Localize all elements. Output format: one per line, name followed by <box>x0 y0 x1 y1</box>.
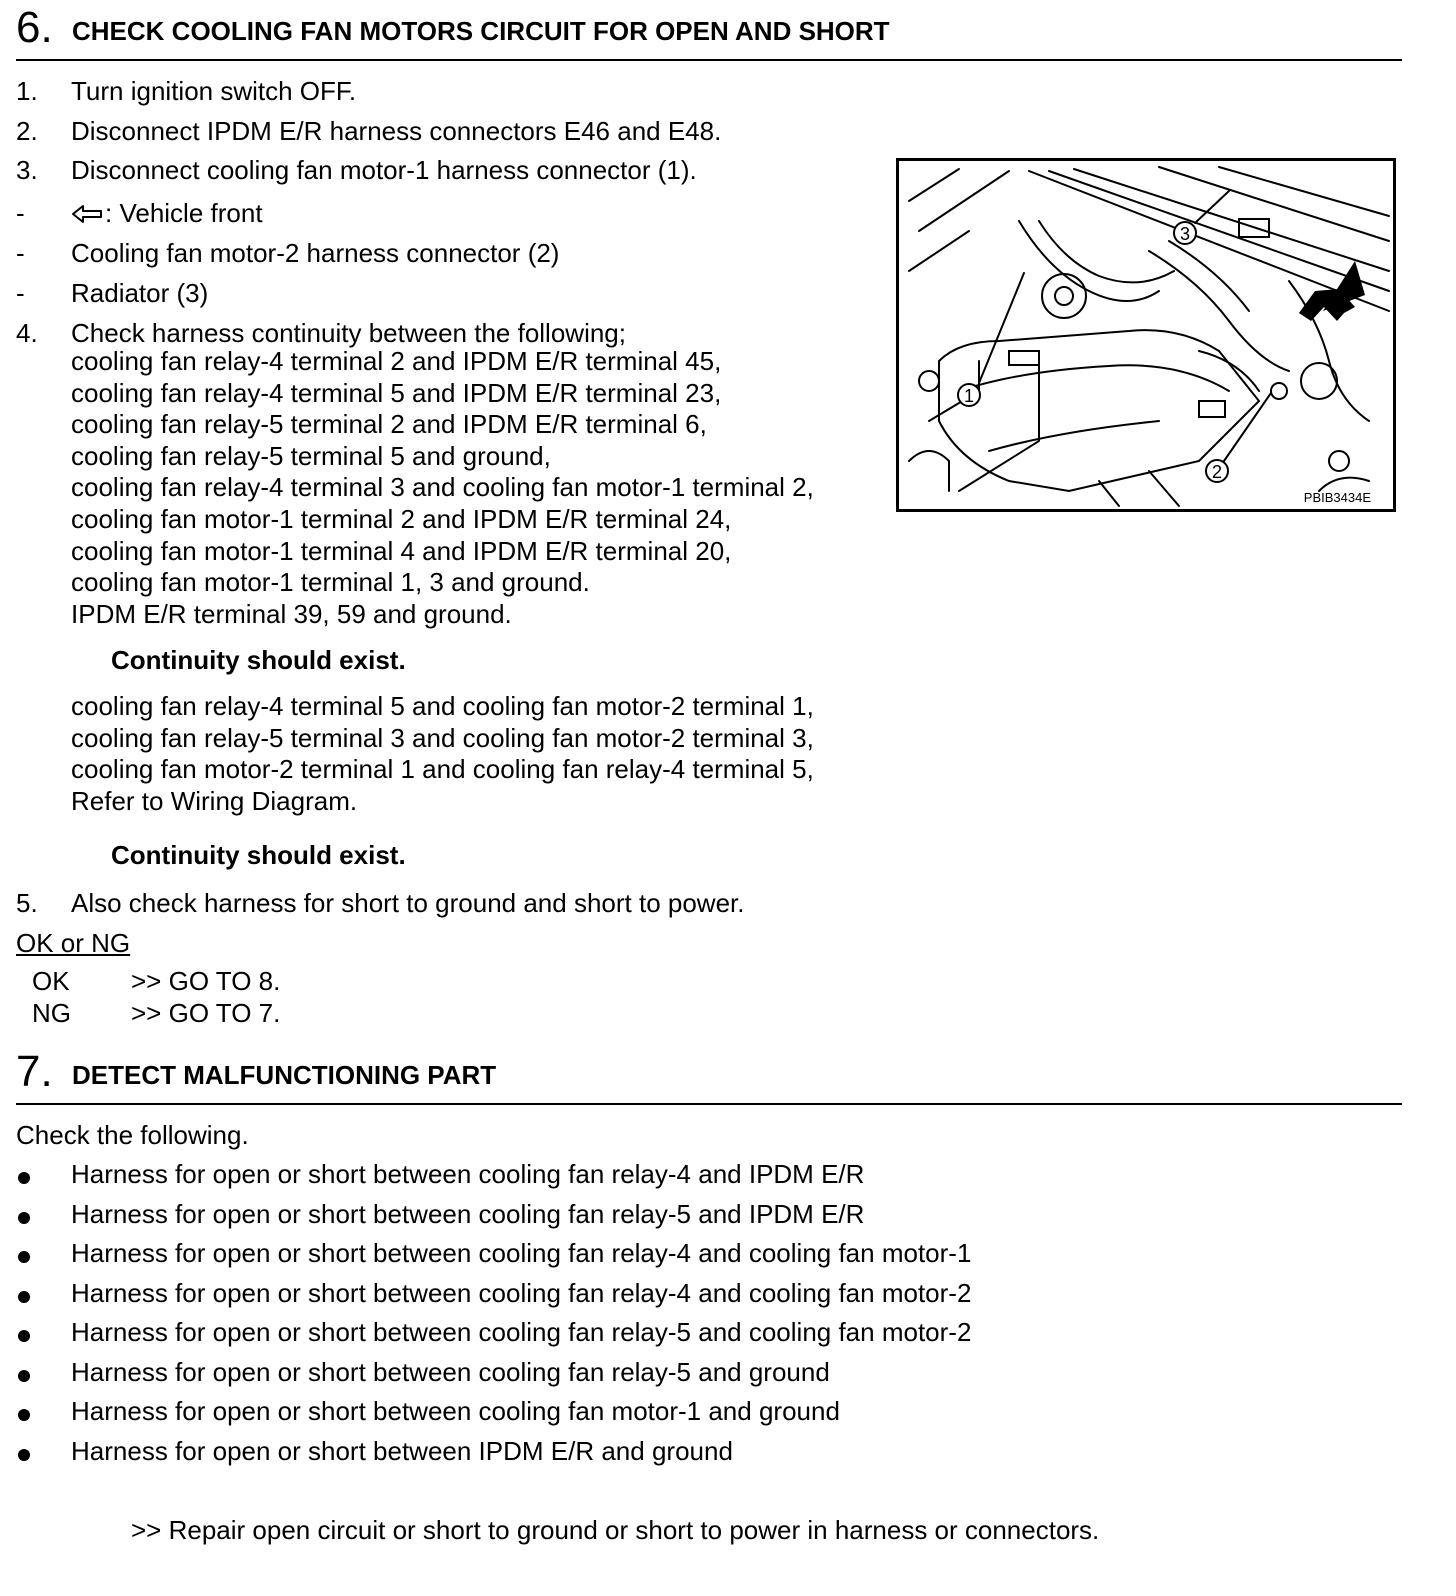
engine-bay-illustration <box>896 158 1396 512</box>
continuity-line: cooling fan relay-4 terminal 2 and IPDM E/R terminal 45, <box>71 346 722 376</box>
callout-1-label: 1 <box>963 386 975 406</box>
bullet-item: Harness for open or short between cooling fan relay-4 and cooling fan motor-2 <box>71 1278 972 1308</box>
item-marker: - <box>16 238 25 268</box>
item-text: Check harness continuity between the following; <box>71 318 626 348</box>
item-text-vehicle-front <box>71 198 263 229</box>
item-text: Radiator (3) <box>71 278 209 308</box>
step-7-intro: Check the following. <box>16 1120 249 1150</box>
step-6-number: 6. <box>16 3 53 52</box>
result-action-ng: >> GO TO 7. <box>131 998 281 1028</box>
item-marker: - <box>16 198 25 228</box>
bullet-item: Harness for open or short between cooling fan relay-4 and cooling fan motor-1 <box>71 1238 972 1268</box>
continuity-line: cooling fan motor-2 terminal 1 and cooling fan relay-4 terminal 5, <box>71 754 814 785</box>
item-marker: - <box>16 278 25 308</box>
final-action: >> Repair open circuit or short to ground or short to power in harness or connectors. <box>131 1515 1100 1545</box>
engine-bay-drawing <box>899 161 1393 509</box>
bullet-item: Harness for open or short between cooling fan relay-5 and cooling fan motor-2 <box>71 1317 972 1347</box>
step-7-divider <box>16 1103 1402 1105</box>
item-marker: 1. <box>16 76 38 106</box>
result-action-ok: >> GO TO 8. <box>131 966 281 996</box>
bullet-item: Harness for open or short between IPDM E/R and ground <box>71 1436 733 1466</box>
item-text: Cooling fan motor-2 harness connector (2) <box>71 238 560 268</box>
continuity-line: cooling fan motor-1 terminal 4 and IPDM E/R terminal 20, <box>71 535 732 566</box>
continuity-line: cooling fan relay-4 terminal 5 and IPDM E/R terminal 23, <box>71 377 722 408</box>
item-marker: 2. <box>16 116 38 146</box>
bullet-icon <box>18 1212 30 1224</box>
item-marker: 5. <box>16 888 38 918</box>
item-text: Disconnect IPDM E/R harness connectors E46 and E48. <box>71 116 722 146</box>
continuity-list-1 <box>71 346 814 630</box>
bullet-icon <box>18 1330 30 1342</box>
bullet-icon <box>18 1291 30 1303</box>
continuity-line: cooling fan relay-4 terminal 3 and cooling fan motor-1 terminal 2, <box>71 472 814 503</box>
step-6-divider <box>16 59 1402 61</box>
result-label-ng: NG <box>32 998 71 1028</box>
callout-3 <box>1174 222 1196 244</box>
continuity-line: cooling fan relay-5 terminal 3 and cooling fan motor-2 terminal 3, <box>71 722 814 753</box>
bullet-icon <box>18 1409 30 1421</box>
continuity-line: cooling fan relay-5 terminal 2 and IPDM E/R terminal 6, <box>71 409 707 440</box>
step-7-number: 7. <box>16 1047 53 1096</box>
bullet-item: Harness for open or short between cooling fan relay-4 and IPDM E/R <box>71 1159 865 1189</box>
item-text: Turn ignition switch OFF. <box>71 76 357 106</box>
result-heading: OK or NG <box>16 928 131 958</box>
callout-2 <box>1206 460 1228 482</box>
continuity-note-2: Continuity should exist. <box>111 840 406 870</box>
continuity-line: cooling fan relay-4 terminal 5 and cooling fan motor-2 terminal 1, <box>71 691 814 721</box>
bullet-item: Harness for open or short between cooling fan relay-5 and IPDM E/R <box>71 1199 865 1229</box>
result-label-ok: OK <box>32 966 70 996</box>
continuity-line: cooling fan relay-5 terminal 5 and ground, <box>71 440 551 471</box>
continuity-line: cooling fan motor-1 terminal 2 and IPDM E/R terminal 24, <box>71 503 732 534</box>
item-text: Also check harness for short to ground and short to power. <box>71 888 745 918</box>
item-text: Disconnect cooling fan motor-1 harness connector (1). <box>71 155 697 185</box>
continuity-note-1: Continuity should exist. <box>111 645 406 675</box>
item-marker: 4. <box>16 318 38 348</box>
bullet-icon <box>18 1449 30 1461</box>
vehicle-front-label: : Vehicle front <box>105 198 263 228</box>
callout-3-label: 3 <box>1179 224 1191 244</box>
step-6-title: CHECK COOLING FAN MOTORS CIRCUIT FOR OPEN AND SHORT <box>72 16 890 46</box>
step-7-title: DETECT MALFUNCTIONING PART <box>72 1060 497 1090</box>
continuity-line: Refer to Wiring Diagram. <box>71 785 358 816</box>
callout-2-label: 2 <box>1211 462 1223 482</box>
continuity-line: cooling fan motor-1 terminal 1, 3 and ground. <box>71 567 590 598</box>
bullet-icon <box>18 1370 30 1382</box>
callout-1 <box>958 384 980 406</box>
bullet-item: Harness for open or short between cooling fan relay-5 and ground <box>71 1357 830 1387</box>
bullet-icon <box>18 1251 30 1263</box>
item-marker: 3. <box>16 155 38 185</box>
continuity-line: IPDM E/R terminal 39, 59 and ground. <box>71 598 512 629</box>
continuity-list-2 <box>71 691 814 817</box>
figure-id: PBIB3434E <box>1303 490 1371 505</box>
bullet-item: Harness for open or short between cooling fan motor-1 and ground <box>71 1396 840 1426</box>
arrow-left-icon <box>71 203 105 225</box>
bullet-icon <box>18 1172 30 1184</box>
